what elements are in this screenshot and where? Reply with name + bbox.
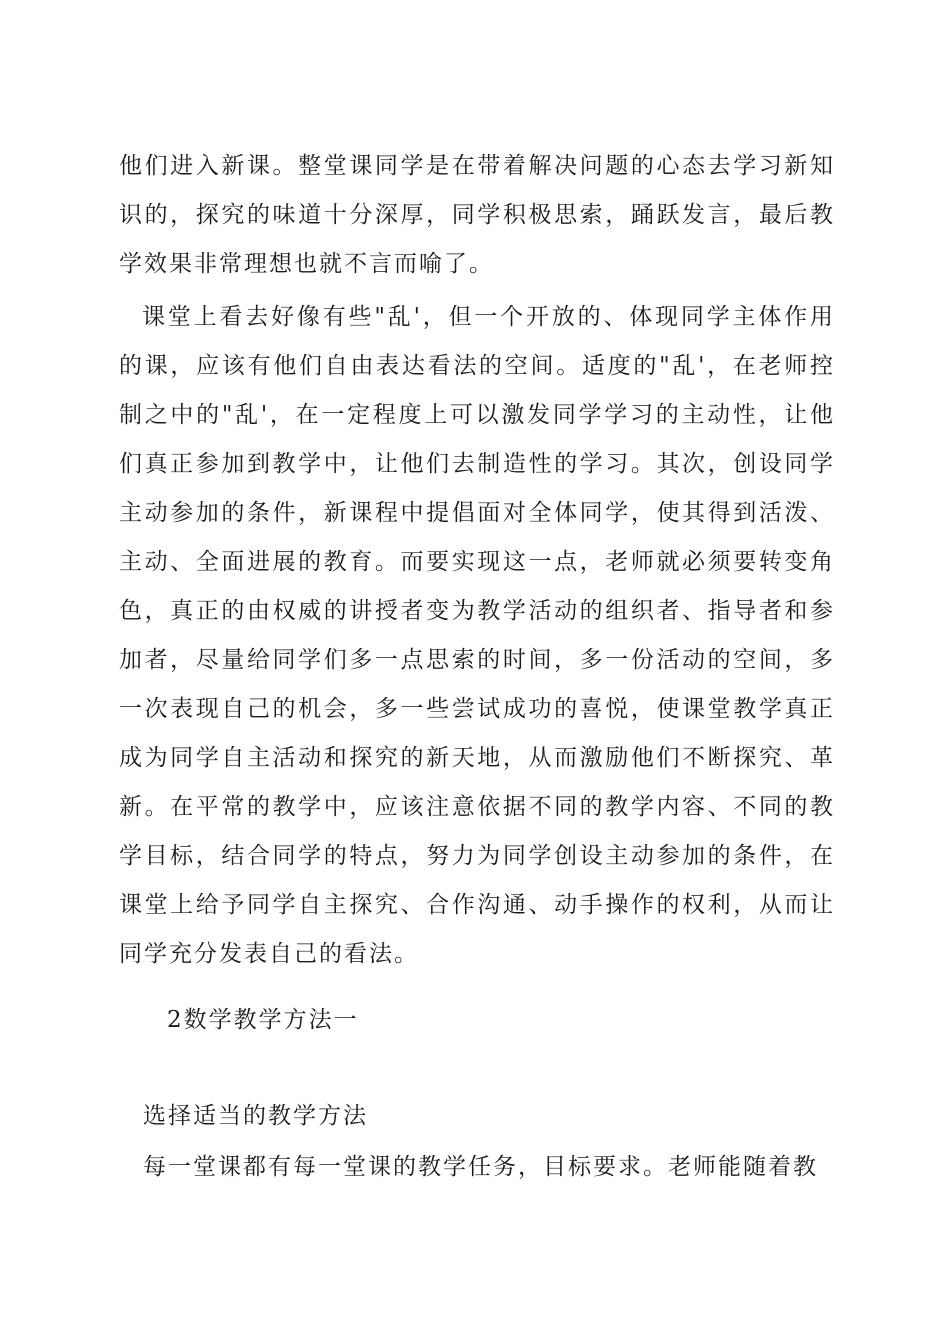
body-paragraph-2: 课堂上看去好像有些"乱'，但一个开放的、体现同学主体作用的课，应该有他们自由表达看法的空间。适度的"乱'，在老师控制之中的"乱'，在一定程度上可以激发同学学习的主动性，让他们真正参加到教学中，让他们去制造性的学习。其次，创设同学主动参加的条件，新课程中提倡面对全体同学，使其得到活泼、主动、全面进展的教育。而要实现这一点，老师就必须要转变角色，真正的由权威的讲授者变为教学活动的组织者、指导者和参加者，尽量给同学们多一点思索的时间，多一份活动的空间，多一次表现自己的机会，多一些尝试成功的喜悦，使课堂教学真正成为同学自主活动和探究的新天地，从而激励他们不断探究、革新。在平常的教学中，应该注意依据不同的教学内容、不同的教学目标，结合同学的特点，努力为同学创设主动参加的条件，在课堂上给予同学自主探究、合作沟通、动手操作的权利，从而让同学充分发表自己的看法。 [119, 304, 835, 967]
section-heading: 2数学教学方法一 [167, 1007, 359, 1033]
body-paragraph-1: 他们进入新课。整堂课同学是在带着解决问题的心态去学习新知识的，探究的味道十分深厚，同学积极思索，踊跃发言，最后教学效果非常理想也就不言而喻了。 [119, 153, 835, 277]
body-paragraph-3: 每一堂课都有每一堂课的教学任务，目标要求。老师能随着教 [143, 1154, 818, 1180]
subheading: 选择适当的教学方法 [143, 1103, 368, 1129]
